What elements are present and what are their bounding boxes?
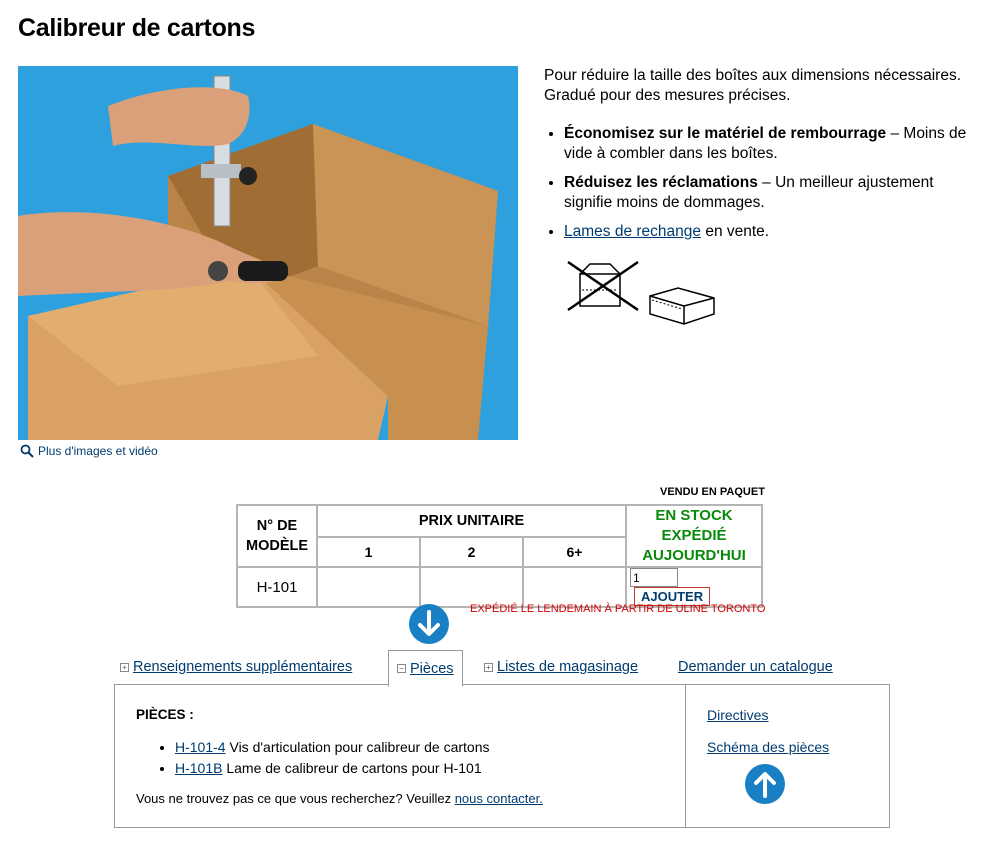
- collapse-icon: −: [397, 664, 406, 673]
- feature-title: Économisez sur le matériel de rembourrage: [564, 125, 887, 142]
- feature-text: – Moins de vide à combler dans les boîtes.: [564, 125, 967, 162]
- box-icon: [650, 288, 714, 324]
- arrow-up-icon[interactable]: [744, 763, 786, 805]
- parts-list-section: [115, 685, 686, 827]
- tab-label[interactable]: Pièces: [410, 660, 454, 677]
- tab-label[interactable]: Listes de magasinage: [497, 659, 639, 675]
- product-image: [18, 66, 518, 440]
- more-images-link[interactable]: [20, 444, 158, 458]
- tab-parts[interactable]: [388, 650, 463, 687]
- tab-request-catalog[interactable]: [678, 650, 833, 684]
- feature-text: – Un meilleur ajustement signifie moins de dommages.: [564, 174, 934, 211]
- feature-list: [544, 124, 984, 242]
- add-to-cart-button[interactable]: AJOUTER: [634, 587, 710, 606]
- product-description: [544, 66, 984, 251]
- page-title: Calibreur de cartons: [18, 14, 256, 42]
- more-images-label: Plus d'images et vidéo: [38, 444, 158, 458]
- feature-item: [564, 124, 984, 164]
- model-header: [237, 505, 317, 567]
- parts-heading: PIÈCES :: [136, 707, 194, 722]
- price-tier-header: 6+: [523, 537, 626, 567]
- description-intro: Pour réduire la taille des boîtes aux dimensions nécessaires. Gradué pour des mesures précises.: [544, 67, 962, 104]
- product-photo[interactable]: [18, 66, 518, 440]
- pricing-table: [236, 504, 763, 608]
- price-cell: [523, 567, 626, 607]
- parts-panel: [114, 684, 890, 828]
- part-description: Lame de calibreur de cartons pour H-101: [222, 760, 482, 776]
- part-link[interactable]: H-101B: [175, 760, 223, 776]
- feature-title: Réduisez les réclamations: [564, 174, 758, 191]
- quantity-input[interactable]: [630, 568, 678, 587]
- list-item: [175, 737, 489, 758]
- unit-price-header: PRIX UNITAIRE: [317, 505, 626, 537]
- contact-note: [136, 791, 543, 806]
- add-to-cart-cell: [626, 567, 762, 607]
- feature-text: en vente.: [701, 223, 770, 240]
- spec-icons: [566, 260, 726, 330]
- list-item: [175, 758, 489, 779]
- stock-label: EN STOCK EXPÉDIÉ AUJOURD'HUI: [642, 507, 746, 564]
- sold-by-label: VENDU EN PAQUET: [660, 486, 765, 498]
- price-tier-header: 1: [317, 537, 420, 567]
- tab-shopping-lists[interactable]: [484, 650, 638, 684]
- info-tabs: [114, 650, 890, 685]
- stock-header: [626, 505, 762, 567]
- model-header-label: N° DE MODÈLE: [245, 518, 309, 554]
- parts-diagram-link[interactable]: Schéma des pièces: [707, 739, 830, 755]
- contact-text: Vous ne trouvez pas ce que vous recherchez? Veuillez: [136, 791, 455, 806]
- price-cell: [420, 567, 523, 607]
- price-cell: [317, 567, 420, 607]
- arrow-down-icon[interactable]: [408, 603, 450, 645]
- tab-additional-info[interactable]: [120, 650, 352, 684]
- no-box-icon: [568, 262, 638, 310]
- tab-label[interactable]: Renseignements supplémentaires: [133, 659, 353, 675]
- feature-item: [564, 222, 984, 242]
- contact-link[interactable]: nous contacter.: [454, 791, 543, 806]
- parts-list: [155, 737, 489, 779]
- instructions-link[interactable]: Directives: [707, 707, 769, 723]
- tab-label[interactable]: Demander un catalogue: [678, 659, 833, 675]
- shipping-note: EXPÉDIÉ LE LENDEMAIN À PARTIR DE ULINE TORONTO: [470, 603, 766, 615]
- part-link[interactable]: H-101-4: [175, 739, 226, 755]
- expand-icon: +: [484, 663, 493, 672]
- replacement-blades-link[interactable]: Lames de rechange: [564, 223, 702, 240]
- magnifier-icon: [20, 444, 34, 458]
- price-tier-header: 2: [420, 537, 523, 567]
- feature-item: [564, 173, 984, 213]
- table-row: [237, 567, 762, 607]
- model-number: H-101: [237, 567, 317, 607]
- part-description: Vis d'articulation pour calibreur de cartons: [225, 739, 490, 755]
- expand-icon: +: [120, 663, 129, 672]
